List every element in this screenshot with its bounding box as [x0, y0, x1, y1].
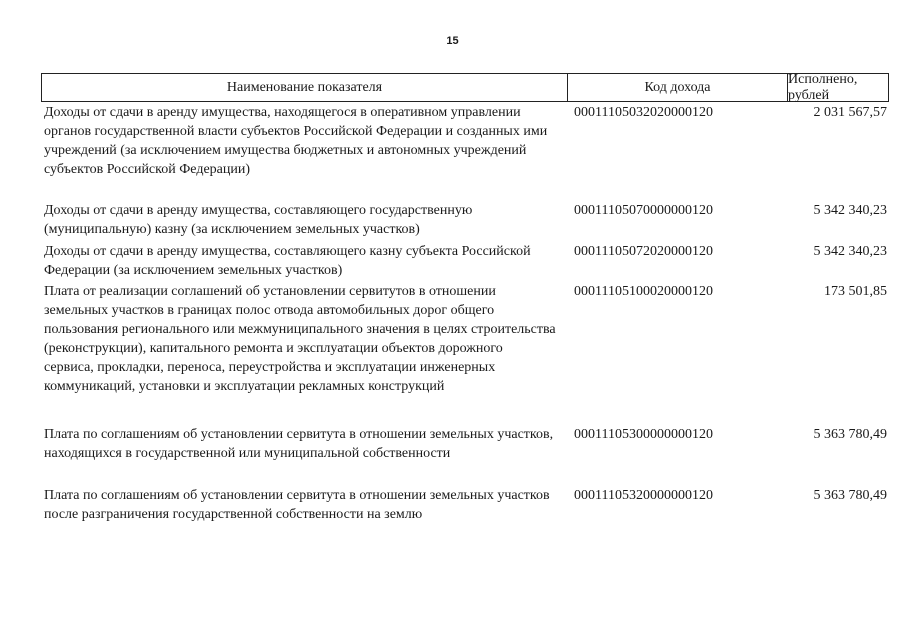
header-name: Наименование показателя [226, 79, 383, 95]
row-code: 00011105032020000120 [574, 105, 713, 120]
row-name: Плата от реализации соглашений об установлении сервитутов в отношении земельных участков в границах полос отвода автомобильных дорог общего пользования регионального или межмуниципального значения в целях строительства (реконструкции), капитального ремонта и эксплуатации объектов дорожного сервиса, прокладки, переноса, переустройства и эксплуатации инженерных коммуникаций, установки и эксплуатации рекламных конструкций [44, 284, 556, 394]
page-number: 15 [446, 35, 459, 47]
row-name: Плата по соглашениям об установлении сервитута в отношении земельных участков, находящихся в государственной или муниципальной собственности [44, 427, 554, 461]
row-amount: 2 031 567,57 [813, 105, 887, 120]
row-amount: 5 363 780,49 [813, 488, 887, 503]
row-name: Доходы от сдачи в аренду имущества, находящегося в оперативном управлении органов государственной власти субъектов Российской Федерации и созданных ими учреждений (за исключением имущества бюджетных и автономных учреждений субъектов Российской Федерации) [44, 105, 548, 177]
row-code: 00011105320000000120 [574, 488, 713, 503]
header-code: Код дохода [567, 74, 787, 101]
table-row [44, 282, 889, 425]
table-row [44, 425, 889, 486]
row-code: 00011105070000000120 [574, 203, 713, 218]
table-row [44, 103, 889, 201]
row-amount: 5 363 780,49 [813, 427, 887, 442]
row-name: Доходы от сдачи в аренду имущества, составляющего государственную (муниципальную) казну (за исключением земельных участков) [44, 203, 473, 237]
row-code: 00011105072020000120 [574, 244, 713, 259]
table-row [44, 201, 889, 242]
row-code: 00011105300000000120 [574, 427, 713, 442]
table-row [44, 242, 889, 282]
table-body [44, 103, 889, 526]
row-name: Доходы от сдачи в аренду имущества, составляющего казну субъекта Российской Федерации (за исключением земельных участков) [44, 244, 531, 278]
table-row [44, 486, 889, 526]
row-name: Плата по соглашениям об установлении сервитута в отношении земельных участков после разграничения государственной собственности на землю [44, 488, 550, 522]
row-code: 00011105100020000120 [574, 284, 713, 299]
table-header [41, 73, 889, 102]
row-amount: 5 342 340,23 [813, 203, 887, 218]
header-amount: Исполнено, рублей [787, 74, 888, 101]
row-amount: 173 501,85 [824, 284, 887, 299]
row-amount: 5 342 340,23 [813, 244, 887, 259]
